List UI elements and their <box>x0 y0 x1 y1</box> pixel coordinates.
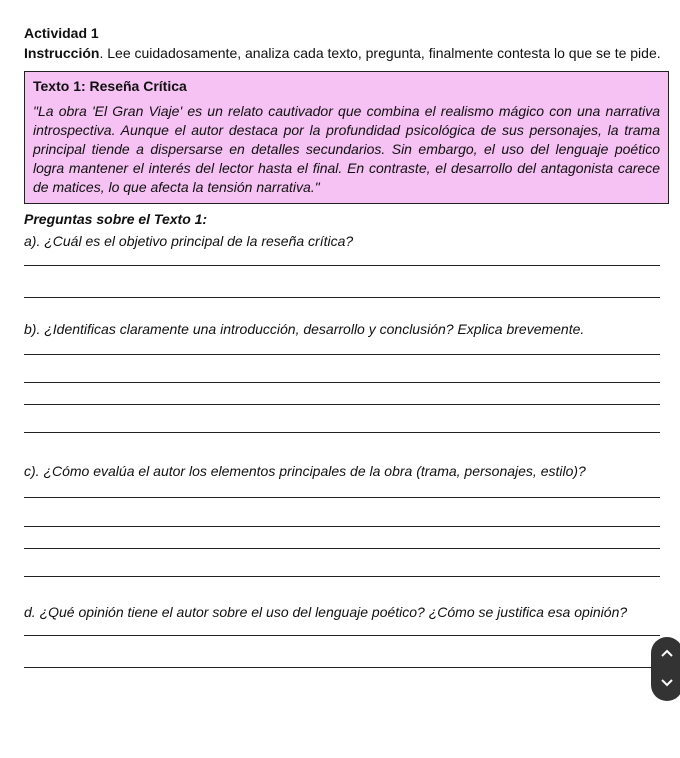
worksheet <box>24 24 666 668</box>
answer-line[interactable] <box>24 526 660 527</box>
answer-line[interactable] <box>24 354 660 355</box>
question-d: d. ¿Qué opinión tiene el autor sobre el uso del lenguaje poético? ¿Cómo se justifica esa opinión? <box>24 604 628 620</box>
instruction-label: Instrucción <box>24 45 100 61</box>
question-a: a). ¿Cuál es el objetivo principal de la reseña crítica? <box>24 233 354 249</box>
chevron-down-icon[interactable] <box>660 675 674 689</box>
answer-line[interactable] <box>24 297 660 298</box>
instruction <box>24 44 666 62</box>
answer-line[interactable] <box>24 382 660 383</box>
text-box-body: "La obra 'El Gran Viaje' es un relato cautivador que combina el realismo mágico con una narrativa introspectiva. Aunque el autor destaca por la profundidad psicológica de sus personajes, la trama principal tiende a dispersarse en detalles secundarios. Sin embargo, el uso del lenguaje poético logra mantener el interés del lector hasta el final. En contraste, el desarrollo del antagonista carece de matices, lo que afecta la tensión narrativa." <box>33 103 660 195</box>
answer-line[interactable] <box>24 432 660 433</box>
questions-heading: Preguntas sobre el Texto 1: <box>24 211 208 227</box>
answer-line[interactable] <box>24 548 660 549</box>
answer-line[interactable] <box>24 667 660 668</box>
answer-line[interactable] <box>24 404 660 405</box>
text-box-title: Texto 1: Reseña Crítica <box>33 78 187 94</box>
scroll-controls <box>651 637 680 701</box>
activity-title: Actividad 1 <box>24 25 99 41</box>
answer-line[interactable] <box>24 265 660 266</box>
question-c: c). ¿Cómo evalúa el autor los elementos principales de la obra (trama, personajes, estilo)? <box>24 463 586 479</box>
question-b: b). ¿Identificas claramente una introducción, desarrollo y conclusión? Explica brevemente. <box>24 321 585 337</box>
chevron-up-icon[interactable] <box>660 647 674 661</box>
answer-line[interactable] <box>24 576 660 577</box>
answer-line[interactable] <box>24 497 660 498</box>
instruction-text: . Lee cuidadosamente, analiza cada texto, pregunta, finalmente contesta lo que se te pide. <box>99 45 661 61</box>
text-box <box>24 71 669 204</box>
answer-line[interactable] <box>24 635 660 636</box>
